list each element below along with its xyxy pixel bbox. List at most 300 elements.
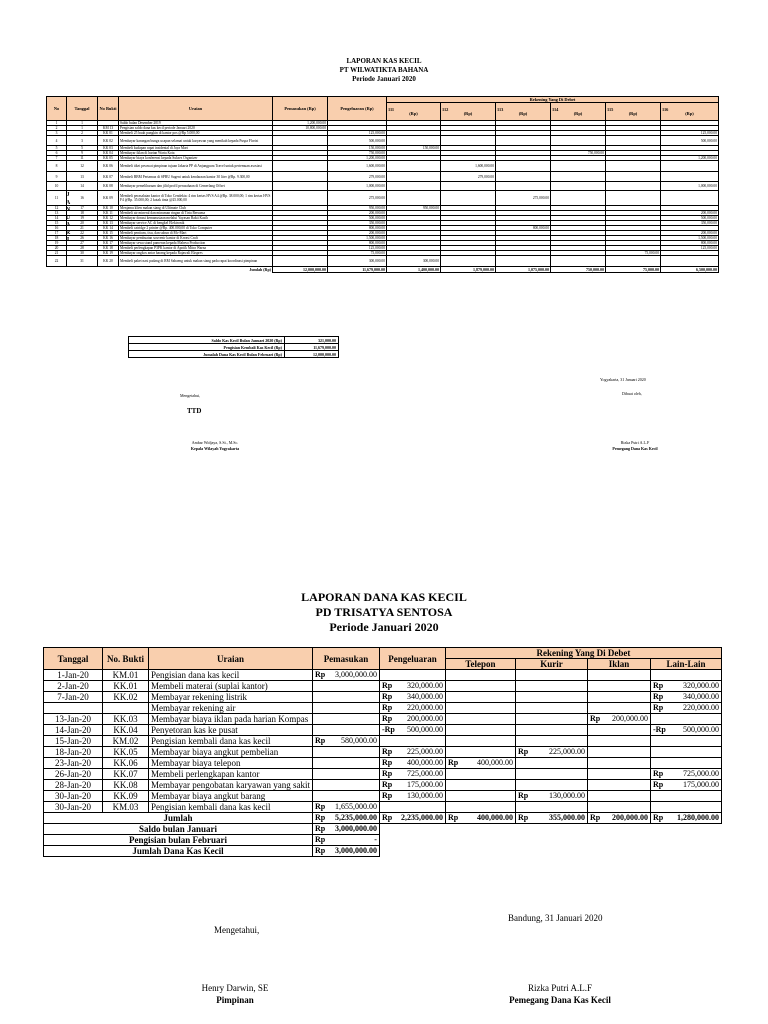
cell-uraian: Saldo bulan Desember 2019 xyxy=(119,121,273,126)
totals-row xyxy=(44,813,722,824)
cell-tgl: 19 xyxy=(67,216,98,221)
amount: - xyxy=(374,835,377,844)
cell-a116 xyxy=(661,191,719,206)
currency-prefix: Rp xyxy=(517,791,529,800)
cell-no-bukti: KK.02 xyxy=(103,692,149,703)
cell-uraian: Pengisian dana kas kecil xyxy=(149,670,313,681)
currency-prefix: -Rp xyxy=(652,725,666,734)
cell-a116: 1,000,000.00 xyxy=(661,182,719,191)
summary-value: 321,000.00 xyxy=(285,337,339,344)
money-cell xyxy=(379,813,445,824)
cell-a111 xyxy=(387,161,441,172)
cell-tanggal: 14-Jan-20 xyxy=(44,725,103,736)
cell-no: 14 xyxy=(47,216,67,221)
month-label xyxy=(65,192,71,245)
cell-a113: 800,000.00 xyxy=(496,226,551,231)
cell-no: 8 xyxy=(47,161,67,172)
cell-keluar: 800,000.00 xyxy=(328,226,387,231)
account-code: 114 xyxy=(552,106,559,112)
currency-prefix: Rp xyxy=(381,791,393,800)
cell-a111 xyxy=(387,191,441,206)
cell-a116: 1,200,000.00 xyxy=(661,156,719,161)
money-cell xyxy=(515,681,587,692)
cell-bukti: KK 11 xyxy=(98,211,119,216)
money-cell xyxy=(445,791,515,802)
col-pengeluaran: Pengeluaran (Rp) xyxy=(328,97,387,121)
cell-a111: 150,000.00 xyxy=(387,146,441,151)
cell-no: 17 xyxy=(47,231,67,236)
currency-prefix: Rp xyxy=(381,692,393,701)
money-cell xyxy=(379,692,445,703)
report1-right-signer-name: Rizka Putri A.L.F xyxy=(620,440,650,445)
money-cell xyxy=(587,681,650,692)
report2-right-signer-role: Pemegang Dana Kas Kecil xyxy=(509,995,611,1005)
summary-label: Pengisian bulan Februari xyxy=(44,835,313,846)
cell-no: 15 xyxy=(47,221,67,226)
cell-no: 5 xyxy=(47,146,67,151)
money-cell xyxy=(312,692,379,703)
currency-prefix: Rp xyxy=(652,813,664,822)
table-row xyxy=(44,703,722,714)
money-cell xyxy=(650,769,721,780)
cell-a114 xyxy=(551,172,606,182)
amount: 3,000,000.00 xyxy=(334,846,377,855)
money-cell xyxy=(515,714,587,725)
table-row xyxy=(44,670,722,681)
amount: 320,000.00 xyxy=(406,681,443,690)
cell-a116 xyxy=(661,256,719,267)
currency-prefix: Rp xyxy=(381,714,393,723)
account-header-115 xyxy=(606,103,661,121)
cell-uraian: Membeli materai (suplai kantor) xyxy=(149,681,313,692)
cell-tanggal: 7-Jan-20 xyxy=(44,692,103,703)
summary-label: Saldo Kas Kecil Bulan Januari 2020 (Rp) xyxy=(129,337,285,344)
report1-dibuat: Dibuat oleh, xyxy=(622,391,642,396)
amount: 2,235,000.00 xyxy=(400,813,443,822)
cell-uraian: Membeli perlengkapan kantor xyxy=(149,769,313,780)
cell-tgl: 2 xyxy=(67,131,98,136)
summary-label: Jumlah Dana Kas Kecil xyxy=(44,846,313,857)
summary-row xyxy=(44,824,722,835)
table-row xyxy=(44,780,722,791)
cell-tgl: 28 xyxy=(67,246,98,251)
cell-keluar: 500,000.00 xyxy=(328,136,387,146)
cell-keluar: 275,000.00 xyxy=(328,191,387,206)
account-header-111 xyxy=(387,103,441,121)
cell-keluar: 1,600,000.00 xyxy=(328,161,387,172)
account-unit: (Rp) xyxy=(518,110,528,116)
currency-prefix: Rp xyxy=(652,681,664,690)
money-cell xyxy=(379,736,445,747)
month-letter: A xyxy=(65,222,71,228)
cell-masuk: 1,200,000.00 xyxy=(273,121,328,126)
total-masuk: 12,000,000.00 xyxy=(273,267,328,273)
month-letter: A xyxy=(65,199,71,206)
amount: 725,000.00 xyxy=(682,769,719,778)
account-code: 111 xyxy=(388,106,395,112)
cell-bukti: KK 18 xyxy=(98,246,119,251)
col2-uraian: Uraian xyxy=(149,648,313,670)
amount: 130,000.00 xyxy=(406,791,443,800)
account-header-116 xyxy=(661,103,719,121)
account-code: 112 xyxy=(442,106,449,112)
total-a112: 1,879,000.00 xyxy=(441,267,496,273)
money-cell xyxy=(587,670,650,681)
cell-no: 1 xyxy=(47,121,67,126)
total-a116: 6,500,000.00 xyxy=(661,267,719,273)
cell-tgl: 5 xyxy=(67,146,98,151)
money-cell xyxy=(650,747,721,758)
money-cell xyxy=(587,769,650,780)
table-row xyxy=(44,725,722,736)
account-unit: (Rp) xyxy=(409,110,418,116)
cell-tanggal: 15-Jan-20 xyxy=(44,736,103,747)
cell-bukti: KK 15 xyxy=(98,231,119,236)
money-cell xyxy=(312,824,379,835)
cell-no: 10 xyxy=(47,182,67,191)
cell-bukti: KK 03 xyxy=(98,146,119,151)
account-code: 113 xyxy=(497,106,504,112)
cell-a116: 1,500,000.00 xyxy=(661,236,719,241)
cell-no: 13 xyxy=(47,211,67,216)
cell-bukti: KK 01 xyxy=(98,131,119,136)
report2-period: Periode Januari 2020 xyxy=(329,620,439,634)
cell-tgl: 9 xyxy=(67,151,98,156)
cell-bukti: KK 04 xyxy=(98,151,119,156)
amount: 500,000.00 xyxy=(682,725,719,734)
money-cell xyxy=(445,747,515,758)
currency-prefix: Rp xyxy=(652,769,664,778)
amount: 400,000.00 xyxy=(406,758,443,767)
cell-no-bukti: KM.03 xyxy=(103,802,149,813)
cell-keluar: 750,000.00 xyxy=(328,151,387,156)
cell-no-bukti: KK.03 xyxy=(103,714,149,725)
report2-title: LAPORAN DANA KAS KECIL xyxy=(301,590,467,604)
cell-bukti: KK 12 xyxy=(98,216,119,221)
cell-a113 xyxy=(496,182,551,191)
cell-tgl: 21 xyxy=(67,226,98,231)
money-cell xyxy=(587,813,650,824)
report2-place-date: Bandung, 31 Januari 2020 xyxy=(508,913,603,923)
money-cell xyxy=(312,769,379,780)
cell-a112 xyxy=(441,256,496,267)
cell-keluar: 125,000.00 xyxy=(328,131,387,136)
ttd-mark: TTD xyxy=(187,407,202,415)
money-cell xyxy=(650,725,721,736)
col-rekening: Rekening Yang Di Debet xyxy=(387,97,719,103)
cell-a116: 500,000.00 xyxy=(661,136,719,146)
cell-tanggal xyxy=(44,703,103,714)
amount: 1,280,000.00 xyxy=(676,813,719,822)
totals-label: Jumlah xyxy=(44,813,313,824)
money-cell xyxy=(445,670,515,681)
cell-bukti: KK 20 xyxy=(98,256,119,267)
report1-summary xyxy=(128,336,339,358)
cell-tgl: 18 xyxy=(67,211,98,216)
cell-masuk xyxy=(273,136,328,146)
cell-tgl: 3 xyxy=(67,136,98,146)
table-row xyxy=(44,769,722,780)
report1-company: PT WILWATIKTA BAHANA xyxy=(339,66,429,74)
cell-keluar: 75,000.00 xyxy=(328,251,387,256)
cell-a115 xyxy=(606,172,661,182)
report2-company: PD TRISATYA SENTOSA xyxy=(315,605,453,619)
cell-keluar: 300,000.00 xyxy=(328,256,387,267)
cell-bukti: KK 17 xyxy=(98,241,119,246)
cell-tanggal: 30-Jan-20 xyxy=(44,791,103,802)
currency-prefix: Rp xyxy=(381,758,393,767)
amount: 320,000.00 xyxy=(682,681,719,690)
cell-a113 xyxy=(496,161,551,172)
amount: 340,000.00 xyxy=(682,692,719,701)
amount: 340,000.00 xyxy=(406,692,443,701)
amount: 175,000.00 xyxy=(406,780,443,789)
currency-prefix: Rp xyxy=(447,758,459,767)
cell-uraian: Membayar karangan bunga ucapan selamat untuk karyawan yang menikah kepada Puspa Florist xyxy=(119,136,273,146)
cell-no: 19 xyxy=(47,241,67,246)
cell-uraian: Penyetoran kas ke pusat xyxy=(149,725,313,736)
currency-prefix: Rp xyxy=(589,714,601,723)
money-cell xyxy=(312,835,379,846)
money-cell xyxy=(515,670,587,681)
currency-prefix: Rp xyxy=(381,813,393,822)
currency-prefix: Rp xyxy=(381,769,393,778)
cell-a115 xyxy=(606,161,661,172)
money-cell xyxy=(650,813,721,824)
summary-row xyxy=(129,344,339,351)
col2-pengeluaran: Pengeluaran xyxy=(379,648,445,670)
col2-iklan: Iklan xyxy=(587,659,650,670)
cell-uraian: Membayar rekening listrik xyxy=(149,692,313,703)
amount: 3,000,000.00 xyxy=(334,670,377,679)
cell-no: 7 xyxy=(47,156,67,161)
cell-a115 xyxy=(606,256,661,267)
cell-a113: 275,000.00 xyxy=(496,191,551,206)
money-cell xyxy=(515,725,587,736)
cell-a111 xyxy=(387,136,441,146)
table-row xyxy=(47,161,719,172)
money-cell xyxy=(650,758,721,769)
money-cell xyxy=(587,780,650,791)
cell-a111: 300,000.00 xyxy=(387,256,441,267)
currency-prefix: Rp xyxy=(314,813,326,822)
cell-a111 xyxy=(387,182,441,191)
cell-keluar: 150,000.00 xyxy=(328,146,387,151)
currency-prefix: Rp xyxy=(652,692,664,701)
money-cell xyxy=(312,703,379,714)
total-keluar: 11,679,000.00 xyxy=(328,267,387,273)
amount: 580,000.00 xyxy=(340,736,377,745)
cell-no-bukti: KK.01 xyxy=(103,681,149,692)
amount: 725,000.00 xyxy=(406,769,443,778)
cell-keluar: 1,000,000.00 xyxy=(328,182,387,191)
table-row xyxy=(44,758,722,769)
money-cell xyxy=(515,813,587,824)
currency-prefix: Rp xyxy=(381,703,393,712)
cell-uraian: Pengisian kembali dana kas kecil xyxy=(149,802,313,813)
money-cell xyxy=(379,769,445,780)
cell-tgl: 13 xyxy=(67,172,98,182)
money-cell xyxy=(312,791,379,802)
cell-a115 xyxy=(606,136,661,146)
col2-telepon: Telepon xyxy=(445,659,515,670)
cell-uraian: Pengisian saldo dana kas kecil periode Januari 2020 xyxy=(119,126,273,131)
money-cell xyxy=(445,769,515,780)
cell-keluar: 279,000.00 xyxy=(328,172,387,182)
amount: 225,000.00 xyxy=(548,747,585,756)
cell-masuk xyxy=(273,256,328,267)
cell-uraian: Membayar pengobatan karyawan yang sakit xyxy=(149,780,313,791)
money-cell xyxy=(515,758,587,769)
cell-a114 xyxy=(551,182,606,191)
account-unit: (Rp) xyxy=(628,110,638,116)
cell-tanggal: 13-Jan-20 xyxy=(44,714,103,725)
cell-uraian: Membeli paket nasi padang di RM Sabaeng untuk makan siang pada rapat koordinasi pimpinan xyxy=(119,256,273,267)
col-pemasukan: Pemasukan (Rp) xyxy=(273,97,328,121)
cell-keluar: 800,000.00 xyxy=(328,241,387,246)
cell-tanggal: 2-Jan-20 xyxy=(44,681,103,692)
month-letter: U xyxy=(65,214,71,221)
report2-left-signer-role: Pimpinan xyxy=(216,995,254,1005)
table-row xyxy=(47,182,719,191)
currency-prefix: Rp xyxy=(314,670,326,679)
cell-uraian: Membayar biaya angkut barang xyxy=(149,791,313,802)
money-cell xyxy=(379,725,445,736)
cell-uraian: Pengisian kembali dana kas kecil xyxy=(149,736,313,747)
report1-table xyxy=(46,96,719,273)
cell-a114 xyxy=(551,191,606,206)
cell-no: 12 xyxy=(47,206,67,211)
amount: 400,000.00 xyxy=(476,813,513,822)
blank xyxy=(379,835,721,846)
money-cell xyxy=(312,725,379,736)
account-code: 116 xyxy=(662,106,669,112)
cell-no-bukti: KK.06 xyxy=(103,758,149,769)
cell-no: 11 xyxy=(47,191,67,206)
col-no: No xyxy=(47,97,67,121)
cell-a116: 800,000.00 xyxy=(661,241,719,246)
money-cell xyxy=(515,736,587,747)
money-cell xyxy=(312,758,379,769)
currency-prefix: Rp xyxy=(381,780,393,789)
cell-a114: 750,000.00 xyxy=(551,151,606,156)
month-letter: I xyxy=(66,237,70,243)
cell-a111 xyxy=(387,172,441,182)
table-row xyxy=(44,692,722,703)
table-row xyxy=(44,736,722,747)
report2-right-signer-name: Rizka Putri A.L.F xyxy=(527,983,592,993)
cell-tgl: 11 xyxy=(67,156,98,161)
money-cell xyxy=(650,714,721,725)
cell-tgl: 31 xyxy=(67,256,98,267)
cell-a115 xyxy=(606,191,661,206)
amount: 5,235,000.00 xyxy=(334,813,377,822)
money-cell xyxy=(515,791,587,802)
cell-bukti: KK 05 xyxy=(98,156,119,161)
col-uraian: Uraian xyxy=(119,97,273,121)
report1-left-signer-role: Kepala Wilayah Yogyakarta xyxy=(190,446,240,451)
money-cell xyxy=(445,802,515,813)
cell-uraian: Membayar service AC di bengkel Elektronik xyxy=(119,221,273,226)
cell-uraian: Membeli 25 buah pangkin di kantor pos @Rp 5.000,00 xyxy=(119,131,273,136)
money-cell xyxy=(445,703,515,714)
money-cell xyxy=(445,758,515,769)
money-cell xyxy=(312,846,379,857)
cell-uraian: Membayar sewa stand pameran kepada Mahesa Production xyxy=(119,241,273,246)
table-row xyxy=(44,802,722,813)
total-a113: 1,075,000.00 xyxy=(496,267,551,273)
money-cell xyxy=(587,703,650,714)
currency-prefix: Rp xyxy=(652,703,664,712)
amount: 400,000.00 xyxy=(476,758,513,767)
money-cell xyxy=(312,780,379,791)
cell-no: 4 xyxy=(47,136,67,146)
money-cell xyxy=(445,813,515,824)
total-a111: 1,400,000.00 xyxy=(387,267,441,273)
cell-tgl: 20 xyxy=(67,221,98,226)
report1-right-signer-role: Pemegang Dana Kas Kecil xyxy=(612,446,658,451)
cell-bukti: KK 07 xyxy=(98,172,119,182)
cell-tgl: 14 xyxy=(67,182,98,191)
cell-bukti: KM 13 xyxy=(98,126,119,131)
total-a114: 750,000.00 xyxy=(551,267,606,273)
money-cell xyxy=(515,769,587,780)
month-letter: J xyxy=(66,192,70,198)
currency-prefix: Rp xyxy=(314,835,326,844)
cell-a116 xyxy=(661,172,719,182)
report1-left-signer-name: Ambar Widjaya, S.St., M.Sc. xyxy=(191,440,239,445)
currency-prefix: Rp xyxy=(314,846,326,855)
col2-kurir: Kurir xyxy=(515,659,587,670)
money-cell xyxy=(650,802,721,813)
cell-no: 22 xyxy=(47,256,67,267)
cell-keluar: 350,000.00 xyxy=(328,221,387,226)
table-row xyxy=(47,136,719,146)
cell-no-bukti: KK.09 xyxy=(103,791,149,802)
cell-bukti: KK 13 xyxy=(98,221,119,226)
currency-prefix: -Rp xyxy=(381,725,395,734)
table-row xyxy=(44,681,722,692)
cell-bukti: KK 14 xyxy=(98,226,119,231)
report2-mengetahui: Mengetahui, xyxy=(214,925,260,935)
cell-a111: 950,000.00 xyxy=(387,206,441,211)
cell-uraian: Membayar rekening air xyxy=(149,703,313,714)
table-row xyxy=(47,256,719,267)
cell-uraian: Membayar pemeliharaan dan jilid profil perusahaan di Cemerlang Offset xyxy=(119,182,273,191)
cell-a115: 75,000.00 xyxy=(606,251,661,256)
currency-prefix: Rp xyxy=(517,813,529,822)
col-no-bukti: No Bukti xyxy=(98,97,119,121)
money-cell xyxy=(650,736,721,747)
cell-tanggal: 26-Jan-20 xyxy=(44,769,103,780)
cell-a112 xyxy=(441,182,496,191)
cell-tgl: 27 xyxy=(67,241,98,246)
amount: 355,000.00 xyxy=(548,813,585,822)
cell-a116: 125,000.00 xyxy=(661,246,719,251)
cell-no: 2 xyxy=(47,126,67,131)
cell-a114 xyxy=(551,136,606,146)
cell-tanggal: 30-Jan-20 xyxy=(44,802,103,813)
col2-tanggal: Tanggal xyxy=(44,648,103,670)
cell-tgl: 12 xyxy=(67,161,98,172)
col2-pemasukan: Pemasukan xyxy=(312,648,379,670)
amount: 3,000,000.00 xyxy=(334,824,377,833)
cell-no: 9 xyxy=(47,172,67,182)
money-cell xyxy=(515,802,587,813)
table-row xyxy=(44,747,722,758)
month-letter: N xyxy=(65,207,71,213)
account-header-113 xyxy=(496,103,551,121)
